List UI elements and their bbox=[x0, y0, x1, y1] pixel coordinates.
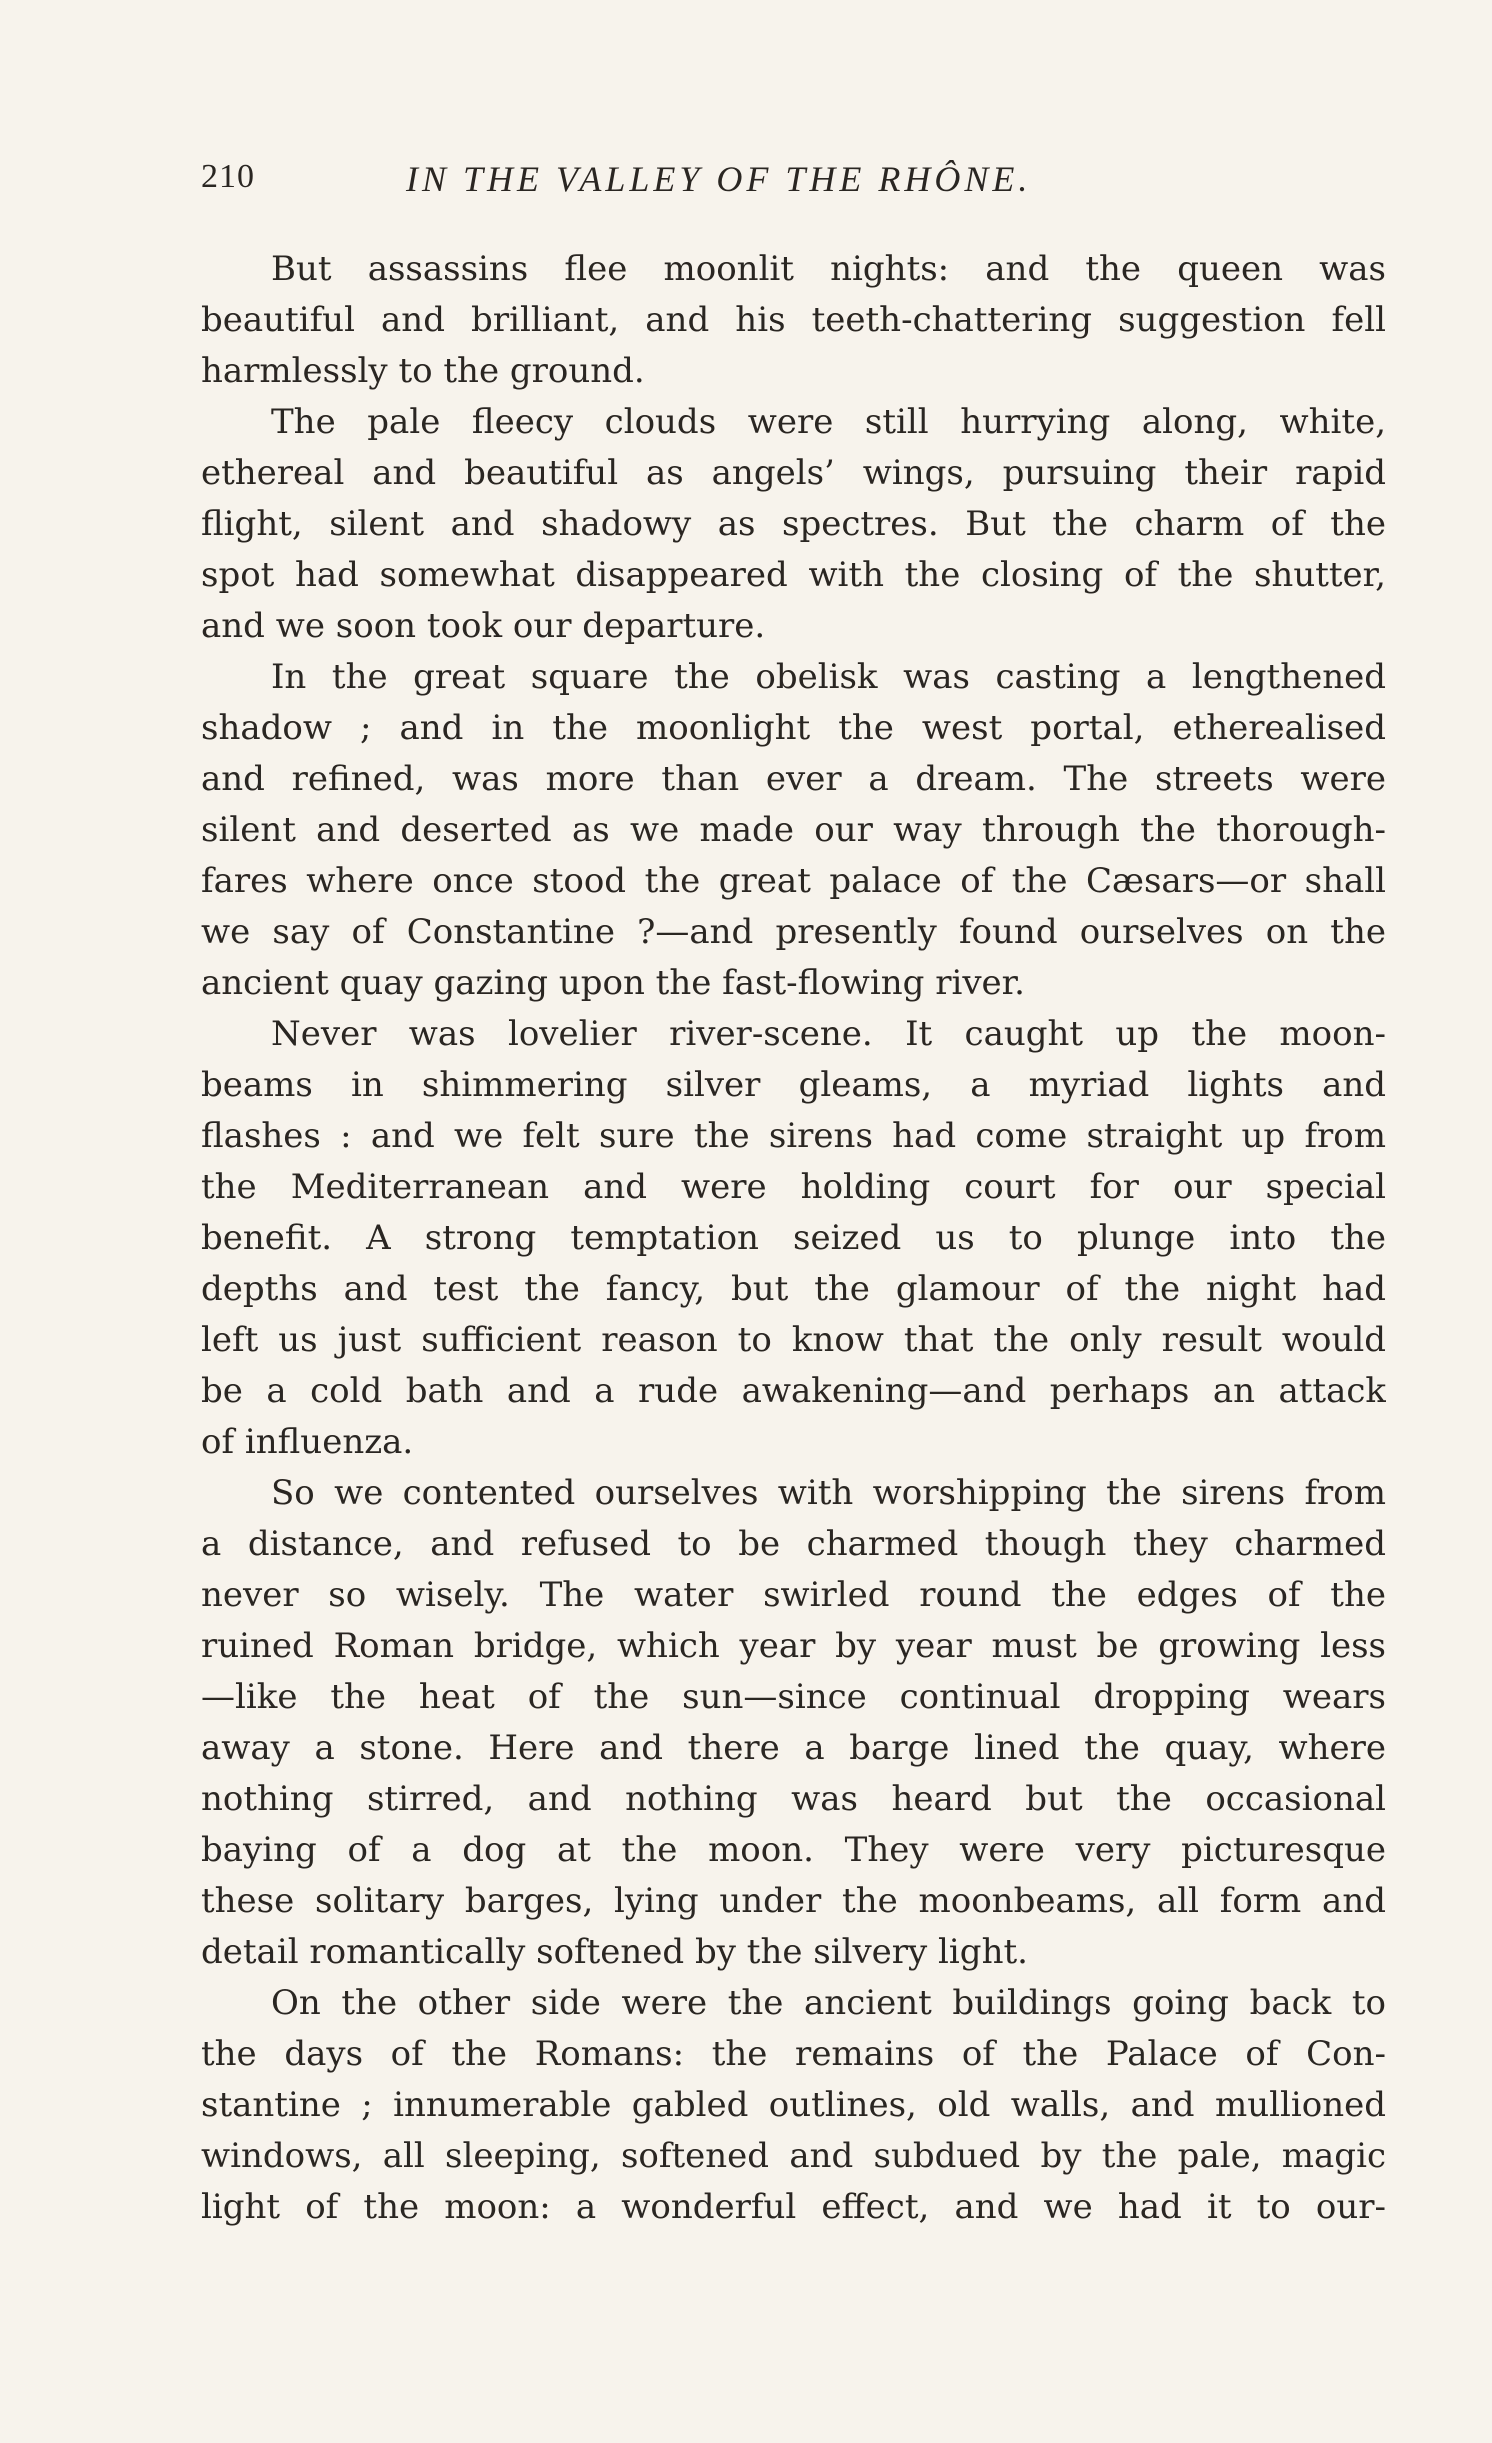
text-line: and refined, was more than ever a dream. The streets were bbox=[201, 759, 1386, 799]
text-line: of influenza. bbox=[201, 1422, 414, 1462]
text-line: So we contented ourselves with worshipping the sirens from bbox=[271, 1473, 1386, 1513]
text-line: The pale fleecy clouds were still hurrying along, white, bbox=[271, 402, 1386, 442]
text-line: be a cold bath and a rude awakening—and perhaps an attack bbox=[201, 1371, 1386, 1411]
text-line: spot had somewhat disappeared with the closing of the shutter, bbox=[201, 555, 1386, 595]
text-line: the days of the Romans: the remains of the Palace of Con- bbox=[201, 2034, 1386, 2074]
text-line: baying of a dog at the moon. They were very picturesque bbox=[201, 1830, 1386, 1870]
text-line: flashes : and we felt sure the sirens had come straight up from bbox=[201, 1116, 1386, 1156]
text-line: the Mediterranean and were holding court for our special bbox=[201, 1167, 1386, 1207]
page-number: 210 bbox=[201, 158, 255, 195]
text-line: nothing stirred, and nothing was heard but the occasional bbox=[201, 1779, 1386, 1819]
text-line: never so wisely. The water swirled round the edges of the bbox=[201, 1575, 1386, 1615]
text-line: left us just sufficient reason to know that the only result would bbox=[201, 1320, 1386, 1360]
text-line: Never was lovelier river-scene. It caught up the moon- bbox=[271, 1014, 1386, 1054]
text-line: ancient quay gazing upon the fast-flowing river. bbox=[201, 963, 1025, 1003]
text-line: flight, silent and shadowy as spectres. But the charm of the bbox=[201, 504, 1386, 544]
text-line: and we soon took our departure. bbox=[201, 606, 766, 646]
text-line: these solitary barges, lying under the moonbeams, all form and bbox=[201, 1881, 1386, 1921]
body-text bbox=[201, 244, 1386, 2233]
text-line: a distance, and refused to be charmed though they charmed bbox=[201, 1524, 1386, 1564]
text-line: away a stone. Here and there a barge lined the quay, where bbox=[201, 1728, 1386, 1768]
text-line: But assassins flee moonlit nights: and the queen was bbox=[271, 249, 1386, 289]
running-head bbox=[201, 158, 1381, 204]
text-line: harmlessly to the ground. bbox=[201, 351, 645, 391]
text-line: On the other side were the ancient buildings going back to bbox=[271, 1983, 1386, 2023]
text-line: benefit. A strong temptation seized us to plunge into the bbox=[201, 1218, 1386, 1258]
text-line: —like the heat of the sun—since continual dropping wears bbox=[201, 1677, 1386, 1717]
text-line: detail romantically softened by the silvery light. bbox=[201, 1932, 1028, 1972]
text-line: beautiful and brilliant, and his teeth-chattering suggestion fell bbox=[201, 300, 1386, 340]
text-line: shadow ; and in the moonlight the west portal, etherealised bbox=[201, 708, 1386, 748]
text-line: silent and deserted as we made our way through the thorough- bbox=[201, 810, 1386, 850]
text-line: ruined Roman bridge, which year by year must be growing less bbox=[201, 1626, 1386, 1666]
running-title: IN THE VALLEY OF THE RHÔNE. bbox=[406, 159, 1032, 199]
text-line: beams in shimmering silver gleams, a myriad lights and bbox=[201, 1065, 1386, 1105]
text-line: depths and test the fancy, but the glamour of the night had bbox=[201, 1269, 1386, 1309]
text-line: ethereal and beautiful as angels’ wings, pursuing their rapid bbox=[201, 453, 1386, 493]
text-line: In the great square the obelisk was casting a lengthened bbox=[271, 657, 1386, 697]
text-line: windows, all sleeping, softened and subdued by the pale, magic bbox=[201, 2136, 1386, 2176]
text-line: light of the moon: a wonderful effect, and we had it to our- bbox=[201, 2187, 1386, 2227]
text-line: we say of Constantine ?—and presently found ourselves on the bbox=[201, 912, 1386, 952]
text-line: fares where once stood the great palace of the Cæsars—or shall bbox=[201, 861, 1386, 901]
text-line: stantine ; innumerable gabled outlines, old walls, and mullioned bbox=[201, 2085, 1386, 2125]
